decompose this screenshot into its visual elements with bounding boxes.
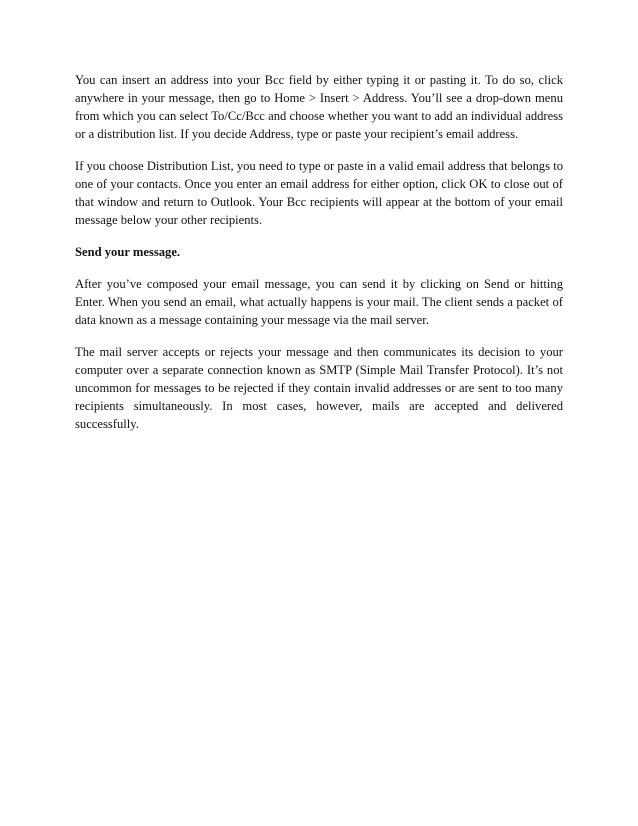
section-heading: Send your message. bbox=[75, 245, 181, 259]
document-body bbox=[75, 71, 563, 447]
paragraph-mail-server: The mail server accepts or rejects your message and then communicates its decision to your computer over a separate connection known as SMTP (Simple Mail Transfer Protocol). It’s not uncommon for messages to be rejected if they contain invalid addresses or are sent to too many recipients simultaneously. In most cases, however, mails are accepted and delivered successfully. bbox=[75, 345, 563, 431]
paragraph-distribution-list: If you choose Distribution List, you need to type or paste in a valid email address that belongs to one of your contacts. Once you enter an email address for either option, click OK to close out of that window and return to Outlook. Your Bcc recipients will appear at the bottom of your email message below your other recipients. bbox=[75, 159, 563, 227]
paragraph-send-message: After you’ve composed your email message, you can send it by clicking on Send or hitting Enter. When you send an email, what actually happens is your mail. The client sends a packet of data known as a message containing your message via the mail server. bbox=[75, 277, 563, 327]
paragraph-bcc-insert: You can insert an address into your Bcc field by either typing it or pasting it. To do so, click anywhere in your message, then go to Home > Insert > Address. You’ll see a drop-down menu from which you can select To/Cc/Bcc and choose whether you want to add an individual address or a distribution list. If you decide Address, type or paste your recipient’s email address. bbox=[75, 73, 563, 141]
